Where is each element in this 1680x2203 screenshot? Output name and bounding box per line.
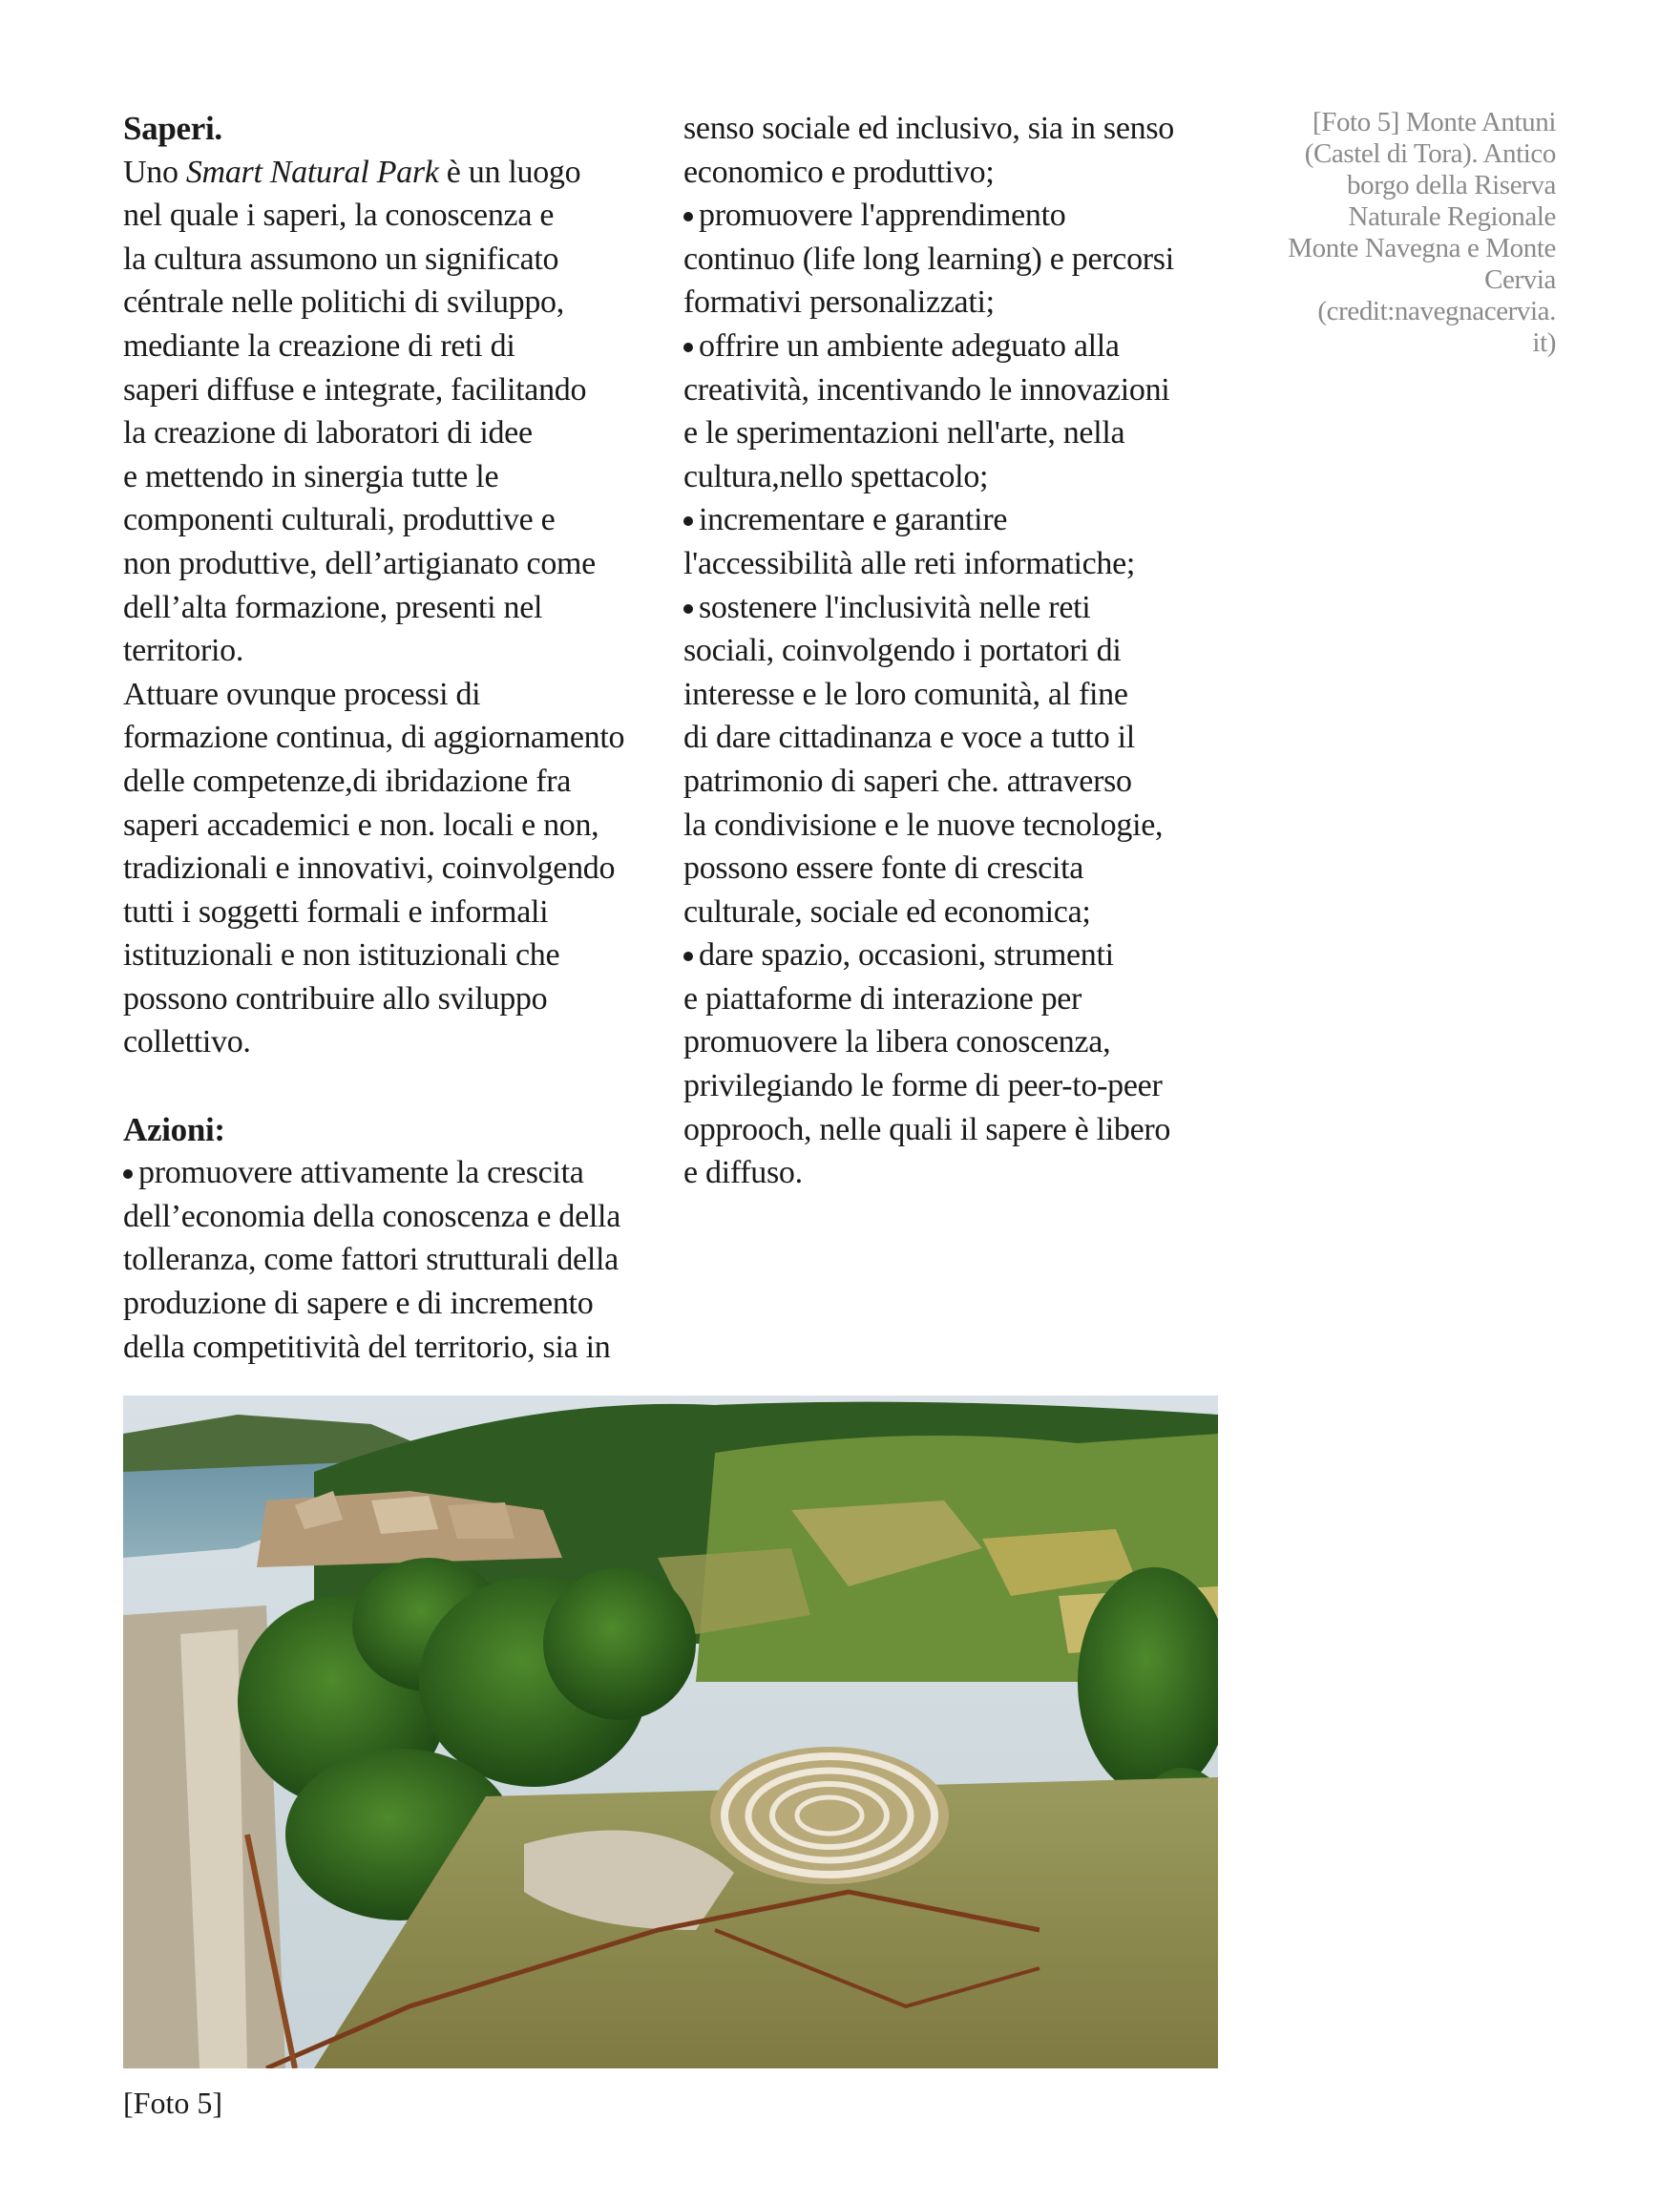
bullet-dot-icon [123,1169,133,1179]
bullet-text: sostenere l'inclusività nelle reti [699,589,1091,625]
caption-line: it) [1532,327,1556,358]
text-line: saperi accademici e non. locali e non, [123,807,599,843]
section-heading-azioni: Azioni: [123,1110,225,1148]
bullet-text: incrementare e garantire [699,502,1008,538]
text-line: l'accessibilità alle reti informatiche; [683,545,1136,581]
photo-caption [1241,107,1556,359]
text-line: produzione di sapere e di incremento [123,1286,594,1322]
text-line: componenti culturali, produttive e [123,502,556,538]
text-line: sociali, coinvolgendo i portatori di [683,633,1122,669]
text-line: istituzionali e non istituzionali che [123,937,560,974]
text-column-left [123,107,677,1369]
text-line: formazione continua, di aggiornamento [123,720,625,756]
text-line: la cultura assumono un significato [123,241,559,277]
text-line: e le sperimentazioni nell'arte, nella [683,415,1125,451]
bullet-item-line [123,1151,677,1195]
text-line: economico e produttivo; [683,154,995,190]
text-line: delle competenze,di ibridazione fra [123,763,572,799]
text-line: e diffuso. [683,1155,803,1191]
bullet-item-line [683,194,1237,238]
text-line: dell’alta formazione, presenti nel [123,589,543,625]
section-heading-saperi: Saperi. [123,110,222,147]
text-line: tradizionali e innovativi, coinvolgendo [123,850,616,887]
spacer [123,1064,677,1108]
text-line: formativi personalizzati; [683,284,995,321]
text-line: e piattaforme di interazione per [683,980,1082,1017]
text-line: privilegiando le forme di peer-to-peer [683,1068,1163,1104]
bullet-dot-icon [683,343,693,352]
text-line: possono contribuire allo sviluppo [123,980,548,1017]
text-line: patrimonio di saperi che. attraverso [683,763,1132,799]
bullet-item-line [683,498,1237,542]
bullet-dot-icon [683,212,693,221]
bullet-text: offrire un ambiente adeguato alla [699,327,1120,364]
text-line: tolleranza, come fattori strutturali della [123,1242,619,1278]
text-line: saperi diffuse e integrate, facilitando [123,371,587,408]
caption-line: [Foto 5] Monte Antuni [1312,107,1556,137]
bullet-text: dare spazio, occasioni, strumenti [699,937,1114,974]
bullet-text: promuovere l'apprendimento [699,198,1066,234]
text-line: cultura,nello spettacolo; [683,458,989,494]
bullet-item-line [683,934,1237,977]
bullet-dot-icon [683,516,693,526]
text-line: creatività, incentivando le innovazioni [683,371,1170,408]
text-line: tutti i soggetti formali e informali [123,893,549,930]
text-line: Uno Smart Natural Park è un luogo [123,154,581,190]
landscape-photo-illustration [123,1395,1218,2068]
bullet-item-line [683,586,1237,630]
bullet-text: promuovere attivamente la crescita [138,1155,584,1191]
text-line: culturale, sociale ed economica; [683,893,1091,930]
caption-line: Monte Navegna e Monte [1288,233,1556,263]
text-line: continuo (life long learning) e percorsi [683,241,1174,277]
text-line: dell’economia della conoscenza e della [123,1198,620,1234]
landscape-photo [123,1395,1218,2068]
text-line: collettivo. [123,1024,251,1060]
caption-line: (Castel di Tora). Antico [1304,138,1556,169]
emphasis-term: Smart Natural Park [185,154,439,190]
text-line: céntrale nelle politichi di sviluppo, [123,284,564,321]
photo-label: [Foto 5] [123,2086,222,2120]
text-line: della competitività del territorio, sia in [123,1329,611,1365]
text-line: di dare cittadinanza e voce a tutto il [683,720,1135,756]
text-line: Attuare ovunque processi di [123,676,481,712]
caption-line: Cervia [1484,264,1556,295]
text-line: territorio. [123,633,244,669]
caption-line: (credit:navegnacervia. [1317,296,1556,326]
bullet-dot-icon [683,604,693,614]
text-line: mediante la creazione di reti di [123,327,515,364]
text-line: non produttive, dell’artigianato come [123,545,596,581]
caption-line: borgo della Riserva [1347,170,1556,200]
text-line: e mettendo in sinergia tutte le [123,458,499,494]
text-line: la creazione di laboratori di idee [123,415,533,451]
text-line: promuovere la libera conoscenza, [683,1024,1111,1060]
text-line: la condivisione e le nuove tecnologie, [683,807,1164,843]
text-line: opprooch, nelle quali il sapere è libero [683,1111,1171,1147]
text-line: nel quale i saperi, la conoscenza e [123,198,555,234]
bullet-item-line [683,325,1237,368]
text-column-middle [683,107,1237,1195]
caption-line: Naturale Regionale [1348,201,1556,232]
text-line: possono essere fonte di crescita [683,850,1084,887]
text-line: senso sociale ed inclusivo, sia in senso [683,111,1174,146]
text-line: interesse e le loro comunità, al fine [683,676,1128,712]
bullet-dot-icon [683,952,693,961]
